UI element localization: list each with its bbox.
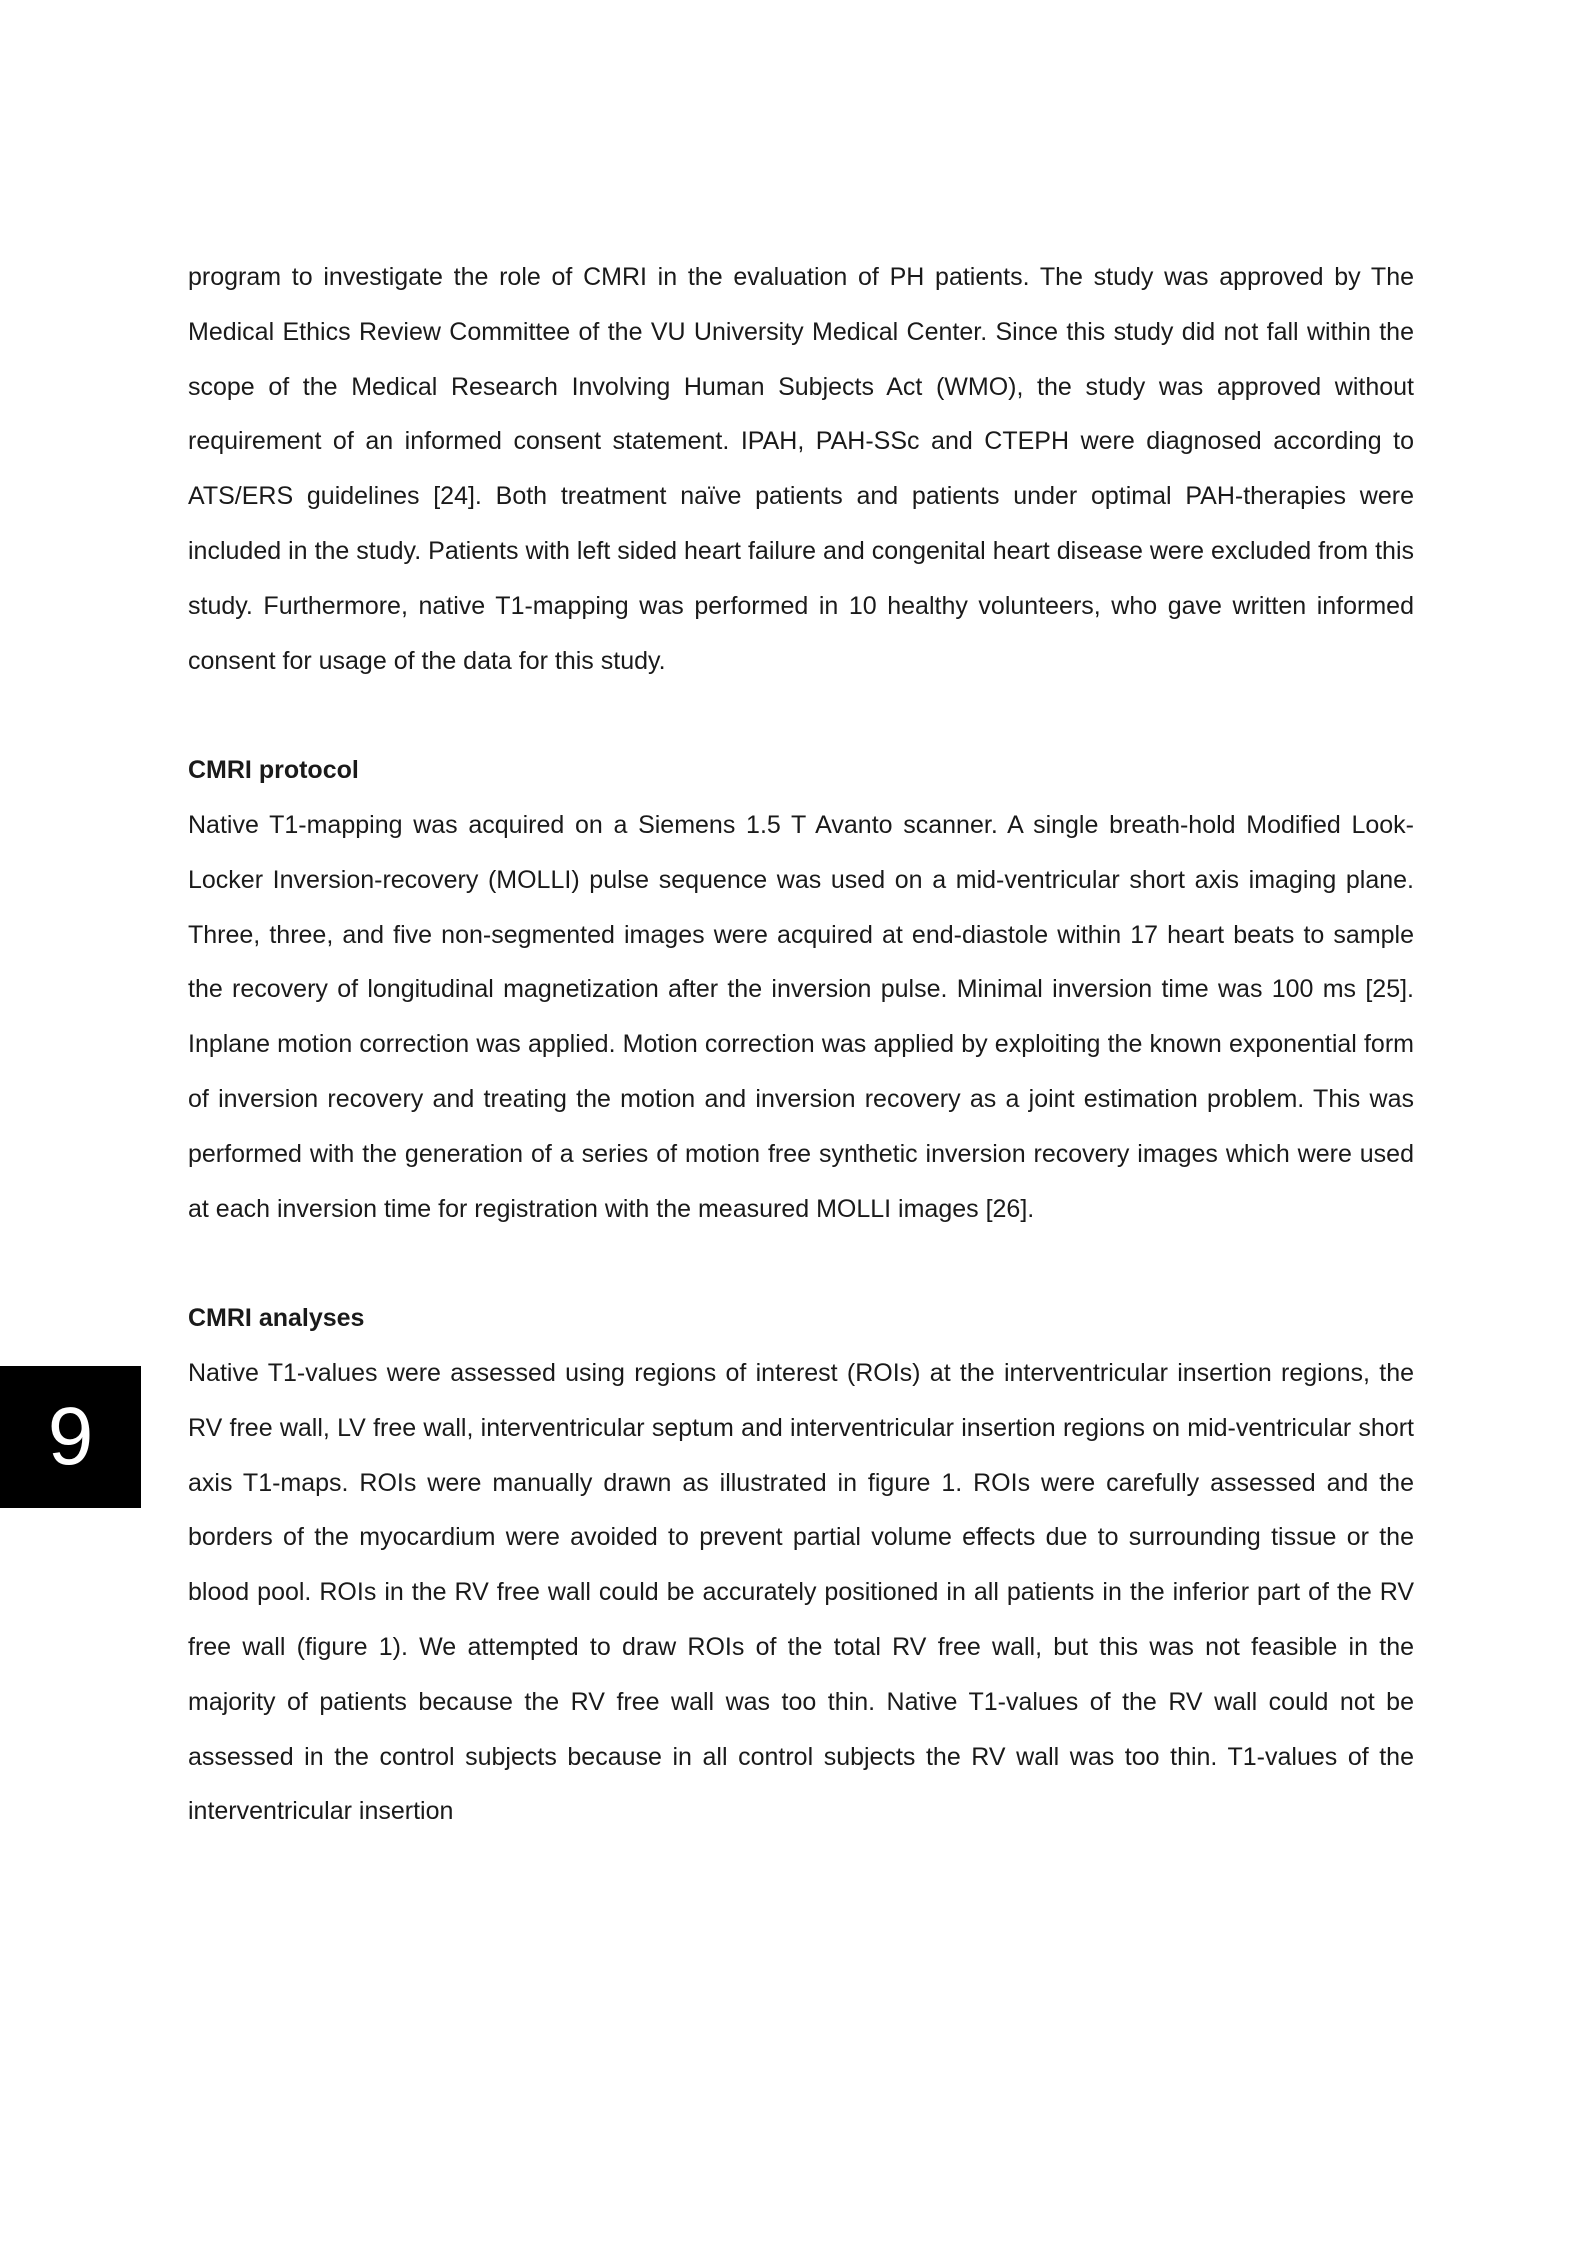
analyses-heading: CMRI analyses — [188, 1304, 365, 1333]
section-spacer — [188, 688, 1414, 743]
protocol-paragraph: Native T1-mapping was acquired on a Siemens 1.5 T Avanto scanner. A single breath-hold Modified Look-Locker Inversion-recovery (MOLLI) pulse sequence was used on a mid-ventricular short axis imaging plane. Three, three, and five non-segmented images were acquired at end-diastole within 17 heart beats to sample the recovery of longitudinal magnetization after the inversion pulse. Minimal inversion time was 100 ms [25]. Inplane motion correction was applied. Motion correction was applied by exploiting the known exponential form of inversion recovery and treating the motion and inversion recovery as a joint estimation problem. This was performed with the generation of a series of motion free synthetic inversion recovery images which were used at each inversion time for registration with the measured MOLLI images [26]. — [188, 810, 1414, 1223]
chapter-number: 9 — [47, 1391, 94, 1482]
intro-paragraph: program to investigate the role of CMRI in the evaluation of PH patients. The study was approved by The Medical Ethics Review Committee of the VU University Medical Center. Since this study did not fall within the scope of the Medical Research Involving Human Subjects Act (WMO), the study was approved without requirement of an informed consent statement. IPAH, PAH-SSc and CTEPH were diagnosed according to ATS/ERS guidelines [24]. Both treatment naïve patients and patients under optimal PAH-therapies were included in the study. Patients with left sided heart failure and congenital heart disease were excluded from this study. Furthermore, native T1-mapping was performed in 10 healthy volunteers, who gave written informed consent for usage of the data for this study. — [188, 263, 1414, 675]
analyses-paragraph: Native T1-values were assessed using regions of interest (ROIs) at the interventricular insertion regions, the RV free wall, LV free wall, interventricular septum and interventricular insertion regions on mid-ventricular short axis T1-maps. ROIs were manually drawn as illustrated in figure 1. ROIs were carefully assessed and the borders of the myocardium were avoided to prevent partial volume effects due to surrounding tissue or the blood pool. ROIs in the RV free wall could be accurately positioned in all patients in the inferior part of the RV free wall (figure 1). We attempted to draw ROIs of the total RV free wall, but this was not feasible in the majority of patients because the RV free wall was too thin. Native T1-values of the RV wall could not be assessed in the control subjects because in all control subjects the RV wall was too thin. T1-values of the interventricular insertion — [188, 1358, 1414, 1826]
body-text — [188, 250, 1414, 1839]
chapter-number-tab — [0, 1366, 141, 1508]
protocol-heading: CMRI protocol — [188, 756, 359, 785]
section-spacer — [188, 1236, 1414, 1291]
